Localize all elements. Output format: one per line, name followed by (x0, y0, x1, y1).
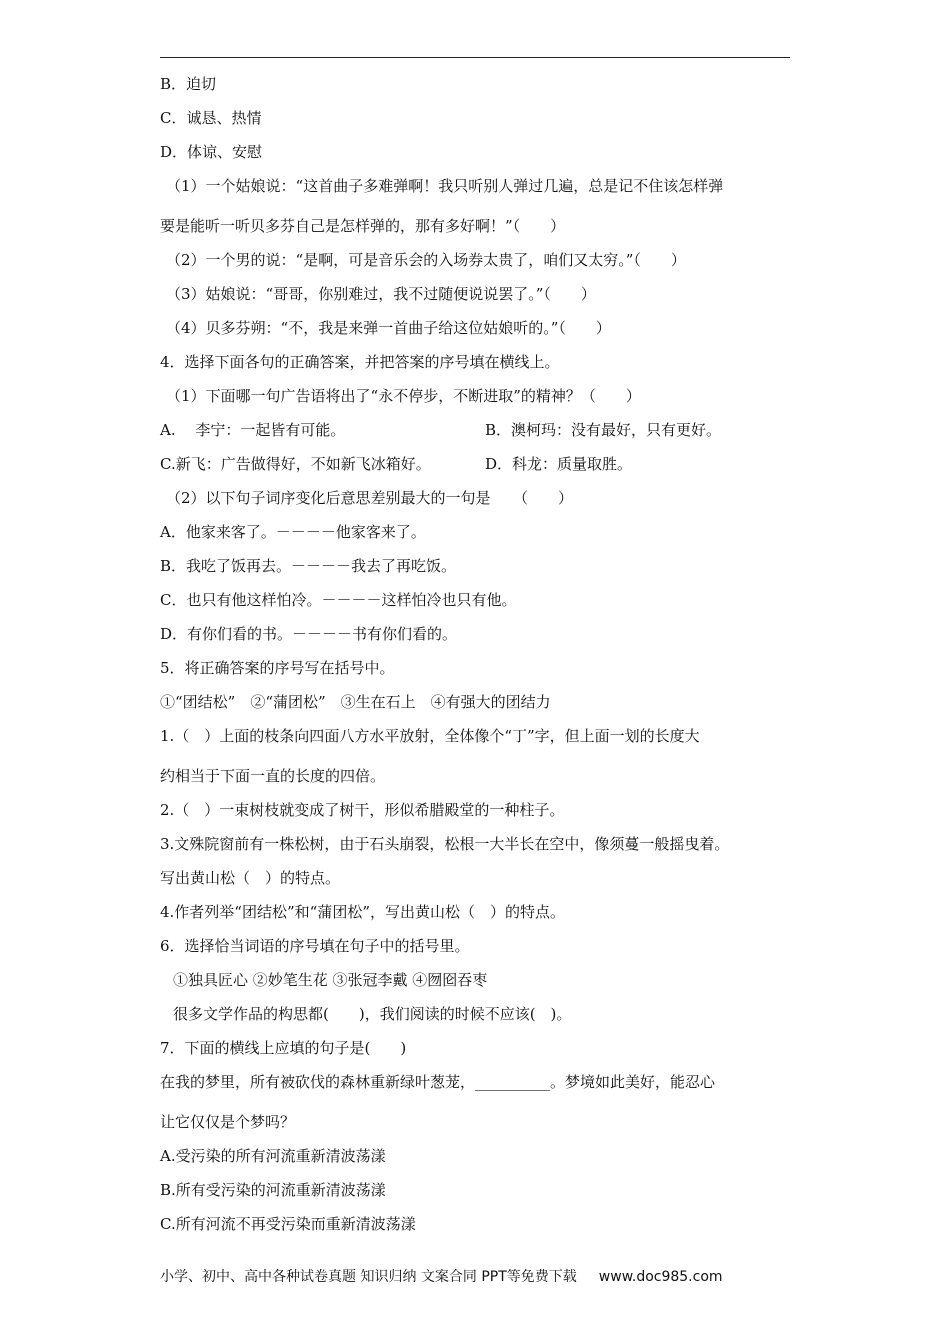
q6-sentence: 很多文学作品的构思都( )，我们阅读的时候不应该( )。 (173, 1005, 572, 1023)
option-c: C．诚恳、热情 (160, 109, 262, 127)
q5-item-3: 3.文殊院窗前有一株松树，由于石头崩裂，松根一大半长在空中，像须蔓一般摇曳着。 (160, 835, 730, 853)
q4-option-c: C.新飞：广告做得好，不如新飞冰箱好。 (160, 455, 431, 473)
q7-passage-cont: 让它仅仅是个梦吗？ (160, 1113, 296, 1131)
q4-sub-1: （1）下面哪一句广告语将出了“永不停步，不断进取”的精神？（ ） (166, 387, 641, 405)
q3-item-2: （2）一个男的说：“是啊，可是音乐会的入场券太贵了，咱们又太穷。”（ ） (166, 251, 686, 269)
q7-option-a: A.受污染的所有河流重新清波荡漾 (160, 1147, 386, 1165)
q4-option-b: B．澳柯玛：没有最好，只有更好。 (485, 421, 722, 439)
option-b: B．迫切 (160, 75, 217, 93)
q4-sub-2-option-d: D．有你们看的书。－－－－书有你们看的。 (160, 625, 458, 643)
footer-text: 小学、初中、高中各种试卷真题 知识归纳 文案合同 PPT等免费下载 (160, 1269, 577, 1285)
header-rule (160, 57, 790, 58)
q4-option-d: D．科龙：质量取胜。 (485, 455, 633, 473)
q7-option-b: B.所有受污染的河流重新清波荡漾 (160, 1181, 386, 1199)
q4-sub-1-options-row1 (160, 420, 800, 440)
q4-sub-2-option-b: B．我吃了饭再去。－－－－我去了再吃饭。 (160, 557, 457, 575)
option-d: D．体谅、安慰 (160, 143, 263, 161)
q3-item-4: （4）贝多芬朔：“不，我是来弹一首曲子给这位姑娘听的。”（ ） (166, 319, 611, 337)
document-body (160, 74, 800, 1248)
q3-item-3: （3）姑娘说：“哥哥，你别难过，我不过随便说说罢了。”（ ） (166, 285, 596, 303)
q5-item-1: 1.（ ）上面的枝条向四面八方水平放射，全体像个“丁”字，但上面一划的长度大 (160, 727, 700, 745)
q3-item-1: （1）一个姑娘说：“这首曲子多难弹啊！我只听别人弹过几遍，总是记不住该怎样弹 (166, 177, 724, 195)
q5-title: 5．将正确答案的序号写在括号中。 (160, 659, 395, 677)
q7-passage: 在我的梦里，所有被砍伐的森林重新绿叶葱茏，__________。梦境如此美好，能忍心 (160, 1073, 716, 1091)
q3-item-1-cont: 要是能听一听贝多芬自己是怎样弹的，那有多好啊！”（ ） (160, 217, 566, 235)
q5-item-1-cont: 约相当于下面一直的长度的四倍。 (160, 767, 386, 785)
page-footer (160, 1266, 723, 1286)
q4-sub-2: （2）以下句子词序变化后意思差别最大的一句是 （ ） (166, 489, 574, 507)
footer-site-link[interactable]: www.doc985.com (598, 1269, 723, 1285)
q4-option-a: A. 李宁：一起皆有可能。 (160, 421, 346, 439)
q6-title: 6．选择恰当词语的序号填在句子中的括号里。 (160, 937, 470, 955)
q6-choices: ①独具匠心 ②妙笔生花 ③张冠李戴 ④囫囵吞枣 (173, 971, 488, 989)
q5-choices: ①“团结松” ②“蒲团松” ③生在石上 ④有强大的团结力 (160, 693, 551, 711)
q4-sub-1-options-row2 (160, 454, 800, 474)
q5-item-2: 2.（ ）一束树枝就变成了树干，形似希腊殿堂的一种柱子。 (160, 801, 565, 819)
q4-title: 4．选择下面各句的正确答案，并把答案的序号填在横线上。 (160, 353, 560, 371)
q5-item-4: 4.作者列举“团结松”和“蒲团松”，写出黄山松（ ）的特点。 (160, 903, 565, 921)
q4-sub-2-option-c: C．也只有他这样怕冷。－－－－这样怕冷也只有他。 (160, 591, 517, 609)
q5-item-3-cont: 写出黄山松（ ）的特点。 (160, 869, 341, 887)
q4-sub-2-option-a: A．他家来客了。－－－－他家客来了。 (160, 523, 426, 541)
q7-option-c: C.所有河流不再受污染而重新清波荡漾 (160, 1215, 416, 1233)
q7-title: 7．下面的横线上应填的句子是( ) (160, 1039, 407, 1057)
